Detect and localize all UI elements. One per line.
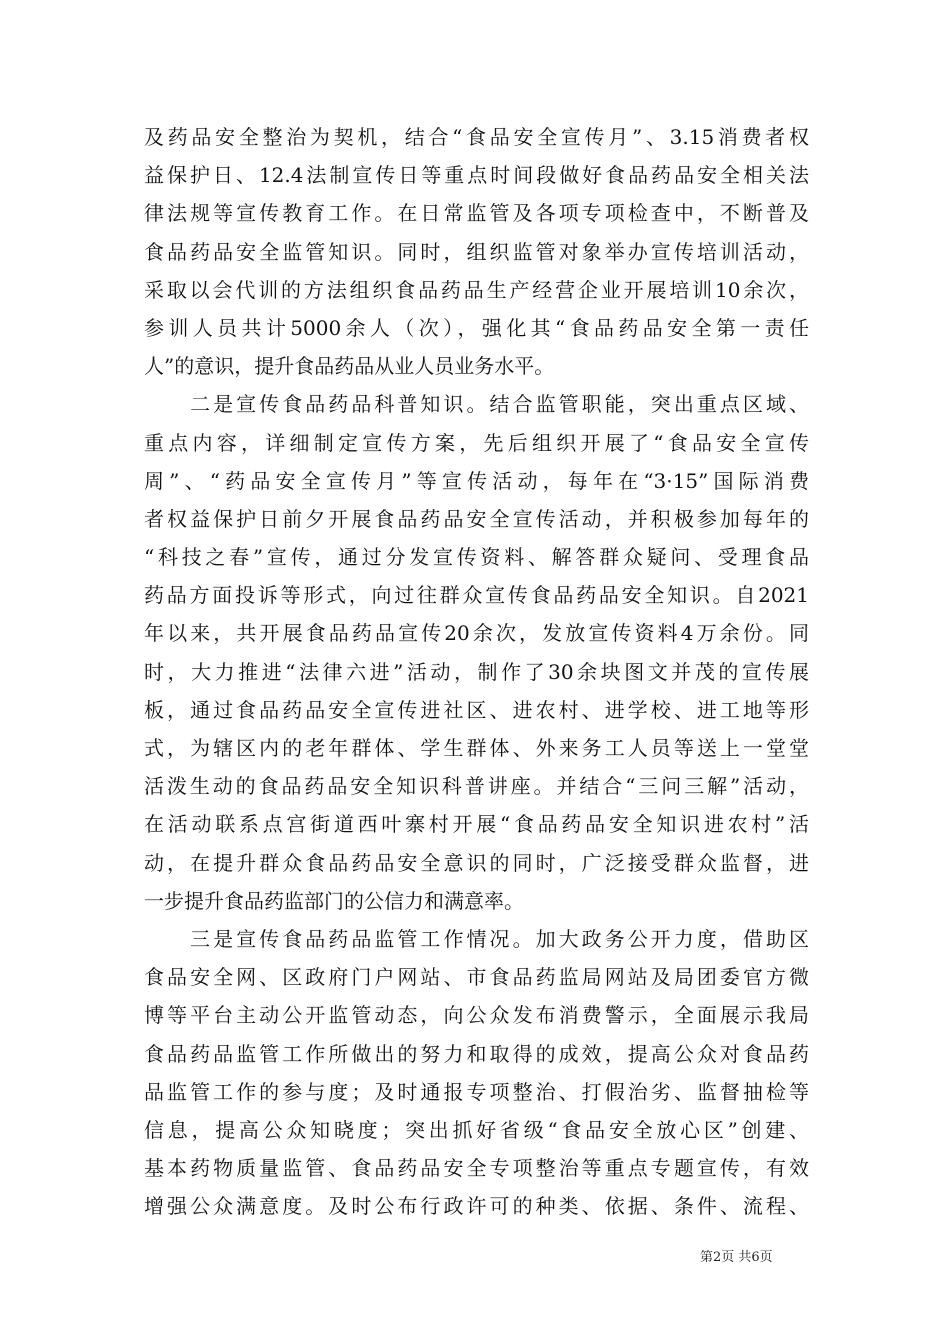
- text-line: 采取以会代训的方法组织食品药品生产经营企业开展培训10余次，: [144, 277, 809, 302]
- text-line: 人”的意识，提升食品药品从业人员业务水平。: [144, 354, 555, 379]
- text-line: 动，在提升群众食品药品安全意识的同时，广泛接受群众监督，进: [144, 850, 809, 875]
- body-text: [144, 118, 809, 1225]
- text-line: 食品安全网、区政府门户网站、市食品药监局网站及局团委官方微: [144, 965, 809, 990]
- text-line: 律法规等宣传教育工作。在日常监管及各项专项检查中，不断普及: [144, 201, 809, 226]
- text-line: 年以来，共开展食品药品宣传20余次，发放宣传资料4万余份。同: [144, 621, 809, 646]
- text-line: 药品方面投诉等形式，向过往群众宣传食品药品安全知识。自2021: [144, 583, 809, 608]
- text-line: 三是宣传食品药品监管工作情况。加大政务公开力度，借助区: [144, 926, 809, 951]
- text-line: 及药品安全整治为契机，结合“食品安全宣传月”、3.15消费者权: [144, 125, 809, 149]
- text-line: 式，为辖区内的老年群体、学生群体、外来务工人员等送上一堂堂: [144, 736, 809, 760]
- text-line: 重点内容，详细制定宣传方案，先后组织开展了“食品安全宣传: [144, 430, 809, 455]
- text-line: 者权益保护日前夕开展食品药品安全宣传活动，并积极参加每年的: [144, 506, 809, 531]
- text-line: 品监管工作的参与度；及时通报专项整治、打假治劣、监督抽检等: [144, 1079, 809, 1104]
- text-line: 博等平台主动公开监管动态，向公众发布消费警示，全面展示我局: [144, 1003, 809, 1028]
- text-line: 二是宣传食品药品科普知识。结合监管职能，突出重点区域、: [144, 392, 809, 417]
- text-line: 时，大力推进“法律六进”活动，制作了30余块图文并茂的宣传展: [144, 659, 809, 684]
- text-line: 食品药品监管工作所做出的努力和取得的成效，提高公众对食品药: [144, 1041, 809, 1066]
- text-line: 周”、“药品安全宣传月”等宣传活动，每年在“3·15”国际消费: [144, 468, 809, 493]
- text-line: 板，通过食品药品安全宣传进社区、进农村、进学校、进工地等形: [144, 697, 809, 722]
- text-line: 食品药品安全监管知识。同时，组织监管对象举办宣传培训活动，: [144, 239, 809, 264]
- text-line: 基本药物质量监管、食品药品安全专项整治等重点专题宣传，有效: [144, 1156, 809, 1181]
- page-number: 第2页 共6页: [700, 1250, 773, 1265]
- text-line: 增强公众满意度。及时公布行政许可的种类、依据、条件、流程、: [144, 1194, 809, 1219]
- text-line: 一步提升食品药监部门的公信力和满意率。: [144, 888, 524, 913]
- text-line: 参训人员共计5000余人（次），强化其“食品药品安全第一责任: [144, 315, 809, 340]
- text-line: 益保护日、12.4法制宣传日等重点时间段做好食品药品安全相关法: [144, 163, 809, 188]
- text-line: 活泼生动的食品药品安全知识科普讲座。并结合“三问三解”活动，: [144, 774, 809, 799]
- text-line: 在活动联系点宫街道西叶寨村开展“食品药品安全知识进农村”活: [144, 812, 809, 837]
- text-line: 信息，提高公众知晓度；突出抓好省级“食品安全放心区”创建、: [144, 1117, 809, 1142]
- text-line: “科技之春”宣传，通过分发宣传资料、解答群众疑问、受理食品: [144, 545, 809, 570]
